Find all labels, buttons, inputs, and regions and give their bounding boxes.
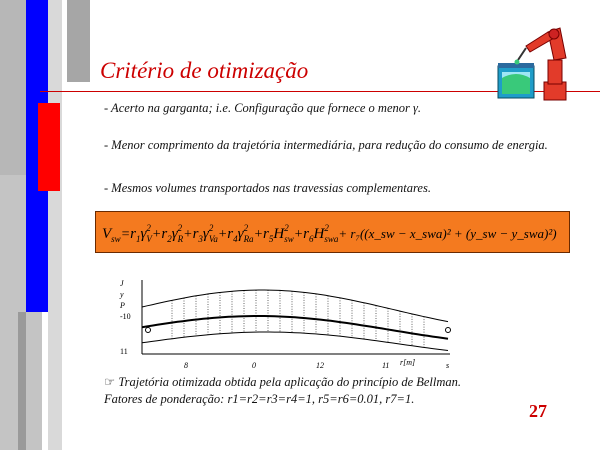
result-note xyxy=(104,374,574,408)
left-bar-red xyxy=(38,103,60,191)
cost-formula xyxy=(96,212,571,254)
formula-coef: r xyxy=(263,226,269,242)
chart-x-axis-label: r[m] xyxy=(400,358,416,367)
chart-x-tick-label: 0 xyxy=(252,361,256,370)
chart-y-label-letter: y xyxy=(120,290,124,299)
formula-var-sub: swa xyxy=(324,234,339,244)
formula-var: H xyxy=(273,226,285,242)
formula-coef-sub: 3 xyxy=(198,234,203,244)
formula-coef: r xyxy=(227,226,234,242)
formula-var: γ xyxy=(171,226,178,242)
formula-var-sub: V xyxy=(146,234,152,244)
chart-y-label-letter: J xyxy=(120,279,124,288)
formula-var: H xyxy=(313,226,325,242)
formula-coef-sub: 1 xyxy=(135,234,141,244)
formula-power: 2 xyxy=(284,223,289,233)
formula-coef-sub: 2 xyxy=(167,234,172,244)
chart-lower-bound-line xyxy=(142,332,448,351)
chart-optimal-trajectory-line xyxy=(142,316,448,339)
formula-plus: + xyxy=(151,227,162,242)
formula-plus: + xyxy=(293,227,304,242)
robot-arm-icon xyxy=(496,8,592,109)
formula-coef-sub: 5 xyxy=(268,234,274,244)
left-bar-strip xyxy=(18,312,26,450)
bullet-2: - Menor comprimento da trajetória intermediária, para redução do consumo de energia. xyxy=(104,138,548,152)
chart-y-tick-label: 11 xyxy=(120,347,128,356)
formula-var: γ xyxy=(202,226,209,242)
formula-var-sub: sw xyxy=(284,234,294,244)
chart-x-tick-label: 12 xyxy=(316,361,324,370)
formula-coef: r xyxy=(303,226,310,242)
chart-start-point xyxy=(146,328,151,333)
chart-x-tick-label: 8 xyxy=(184,361,188,370)
formula-coef: r xyxy=(161,226,168,242)
formula-var-sub: Va xyxy=(208,234,218,244)
formula-plus: + xyxy=(217,227,228,242)
bullet-1: - Acerto na garganta; i.e. Configuração que fornece o menor γ. xyxy=(104,101,422,115)
left-bar-light xyxy=(48,0,62,450)
left-bar-gray-top xyxy=(67,0,90,82)
formula-plus: + xyxy=(253,227,264,242)
formula-coef: r xyxy=(192,226,199,242)
formula-power: 2 xyxy=(146,223,151,233)
trajectory-chart xyxy=(112,272,462,377)
chart-end-point xyxy=(446,328,451,333)
formula-equals: = xyxy=(120,227,131,242)
formula-tail: + r₇((x_sw − x_swa)² + (y_sw − y_swa)²) xyxy=(338,226,557,241)
formula-plus: + xyxy=(183,227,193,242)
note-line-2: Fatores de ponderação: r1=r2=r3=r4=1, r5=r6=0.01, r7=1. xyxy=(104,392,415,406)
chart-x-tick-label: s xyxy=(446,361,450,370)
formula-var: γ xyxy=(237,226,244,242)
formula-lhs-sub: sw xyxy=(111,234,121,244)
cost-formula-box xyxy=(95,211,570,253)
formula-coef-sub: 6 xyxy=(309,234,314,244)
formula-var-sub: R xyxy=(177,234,184,244)
chart-x-tick-label: 11 xyxy=(382,361,390,370)
slide-title: Critério de otimização xyxy=(100,58,309,83)
page-number: 27 xyxy=(529,401,547,421)
bullet-3: - Mesmos volumes transportados nas travessias complementares. xyxy=(104,181,431,195)
pointing-hand-icon: ☞ xyxy=(104,375,119,389)
chart-y-label-letter: P xyxy=(120,301,125,310)
formula-power: 2 xyxy=(324,223,329,233)
formula-var: γ xyxy=(140,226,147,242)
note-line-1: Trajetória otimizada obtida pela aplicação do princípio de Bellman. xyxy=(118,375,462,389)
formula-power: 2 xyxy=(208,223,214,233)
formula-coef: r xyxy=(130,226,136,242)
formula-lhs: V xyxy=(102,226,112,242)
formula-var-sub: Ra xyxy=(243,234,254,244)
formula-coef-sub: 4 xyxy=(233,234,238,244)
chart-y-tick-label: -10 xyxy=(120,312,131,321)
formula-power: 2 xyxy=(243,223,249,233)
formula-power: 2 xyxy=(177,223,183,233)
